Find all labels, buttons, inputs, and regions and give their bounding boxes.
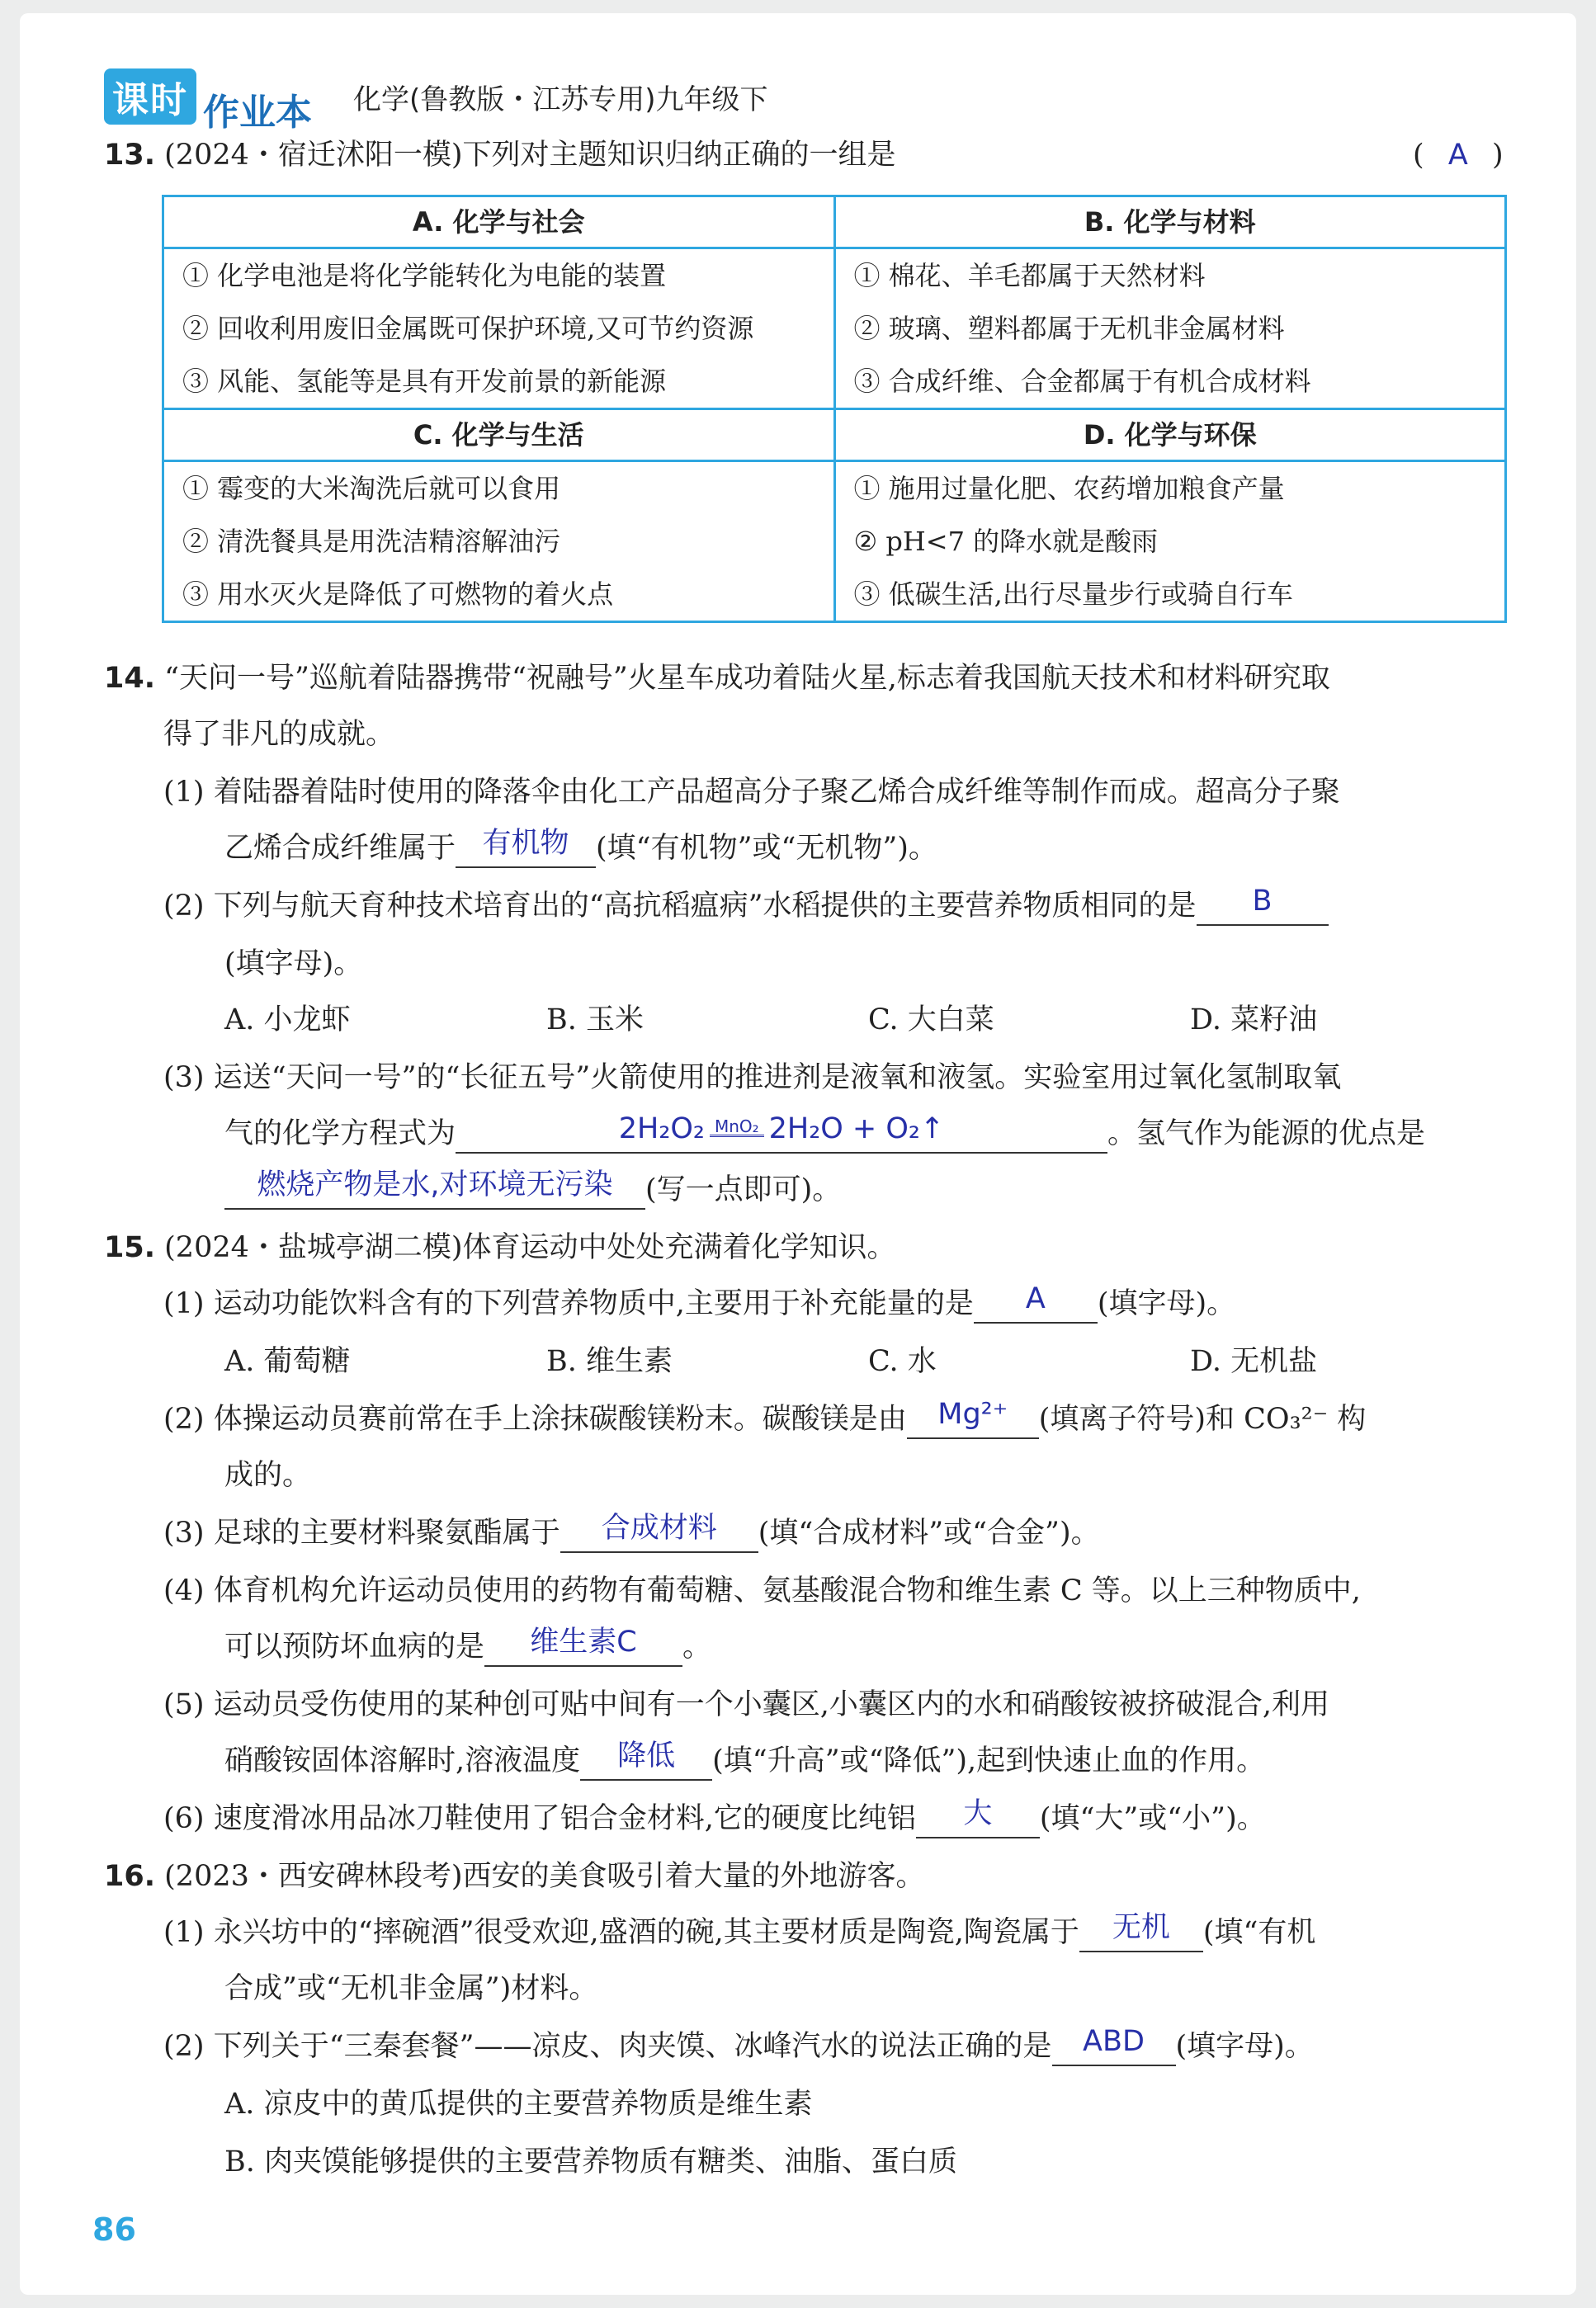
q14-p2-blank [1197,885,1329,926]
q15-p1-hint: (填字母)。 [1097,1287,1236,1320]
q15-p3-answer: 合成材料 [601,1512,717,1545]
q16-p2-answer: ABD [1083,2025,1145,2058]
q15-p5-line2 [224,1739,1266,1781]
q16-p1-line2: 合成”或“无机非金属”)材料。 [224,1972,598,2005]
q14-p2-options [224,1002,1512,1038]
q15-p3-line [163,1512,1100,1553]
q14-stem-line [104,660,1330,696]
q15-p5-line1: (5) 运动员受伤使用的某种创可贴中间有一个小囊区,小囊区内的水和硝酸铵被挤破混合,利用 [163,1688,1329,1721]
q15-p5-blank [580,1739,712,1781]
q13-stem: (2024・宿迁沭阳一模)下列对主题知识归纳正确的一组是 [164,139,896,172]
q13-stem-line [104,137,896,173]
q14-p3-line2 [224,1112,1426,1154]
q14-p3-hint: (写一点即可)。 [645,1173,842,1206]
option-a-item: ③ 风能、氢能等是具有开发前景的新能源 [182,366,667,397]
q15-p5-hint: (填“升高”或“降低”),起到快速止血的作用。 [712,1744,1266,1777]
option-b-title: B. 化学与材料 [834,196,1506,248]
option-c-item: ① 霉变的大米淘洗后就可以食用 [182,473,561,504]
option-a-body [163,248,835,409]
q14-option: B. 玉米 [546,1003,644,1036]
q15-p1-line [163,1282,1236,1324]
q15-option: D. 无机盐 [1190,1345,1318,1378]
equation-condition: MnO₂ [710,1118,764,1137]
q15-p2-line2: 成的。 [224,1459,312,1492]
option-a-title: A. 化学与社会 [163,196,835,248]
q14-p3-answer-2: 燃烧产物是水,对环境无污染 [257,1168,613,1201]
q16-p2-line [163,2025,1314,2066]
option-c-item: ② 清洗餐具是用洗洁精溶解油污 [182,526,561,557]
q14-p2-answer: B [1252,885,1273,918]
q16-p1-answer: 无机 [1112,1911,1170,1944]
q15-p3-blank [560,1512,758,1553]
q14-p1-hint: (填“有机物”或“无机物”)。 [596,832,937,865]
q15-p5-answer: 降低 [617,1739,676,1772]
option-a-item: ② 回收利用废旧金属既可保护环境,又可节约资源 [182,313,754,344]
q14-p1-blank [456,827,596,868]
paren-close: ) [1491,139,1504,172]
q16-p1-line1 [163,1911,1316,1952]
q15-p1-blank [974,1282,1098,1324]
q14-p1-line2 [224,827,937,868]
q14-option: A. 小龙虾 [224,1003,351,1036]
q14-p2-text: (2) 下列与航天育种技术培育出的“高抗稻瘟病”水稻提供的主要营养物质相同的是 [163,890,1197,923]
q15-p3-hint: (填“合成材料”或“合金”)。 [758,1517,1100,1550]
q15-option: A. 葡萄糖 [224,1345,351,1378]
q15-p2-text: (2) 体操运动员赛前常在手上涂抹碳酸镁粉末。碳酸镁是由 [163,1403,907,1436]
q16-p1-blank [1079,1911,1203,1952]
q15-p2-line1 [163,1398,1367,1439]
q14-p1-answer: 有机物 [482,827,569,860]
q14-option: C. 大白菜 [868,1003,994,1036]
q13-options-table [162,195,1507,623]
q16-p2-blank [1052,2025,1176,2066]
q14-stem-1: “天问一号”巡航着陆器携带“祝融号”火星车成功着陆火星,标志着我国航天技术和材料研究取 [164,662,1330,695]
q14-number: 14. [104,662,156,695]
q16-option-a: A. 凉皮中的黄瓜提供的主要营养物质是维生素 [224,2088,813,2121]
option-c-title: C. 化学与生活 [163,409,835,461]
q15-p6-line [163,1797,1266,1838]
q15-p1-answer: A [1025,1282,1046,1315]
book-subtitle: 化学(鲁教版・江苏专用)九年级下 [353,83,768,116]
option-b-body [834,248,1506,409]
chemical-equation [619,1111,945,1147]
q15-p4-line2 [224,1626,712,1667]
q16-p2-hint: (填字母)。 [1175,2030,1314,2063]
option-a-item: ① 化学电池是将化学能转化为电能的装置 [182,260,667,291]
q14-p3-line1: (3) 运送“天问一号”的“长征五号”火箭使用的推进剂是液氧和液氢。实验室用过氧化氢制取氧 [163,1061,1342,1094]
option-c-item: ③ 用水灭火是降低了可燃物的着火点 [182,578,614,610]
option-b-item: ① 棉花、羊毛都属于天然材料 [853,260,1206,291]
equation-right: 2H₂O + O₂↑ [768,1112,945,1145]
q13-number: 13. [104,139,156,172]
q15-stem-line [104,1230,896,1266]
option-b-item: ③ 合成纤维、合金都属于有机合成材料 [853,366,1311,397]
q14-p1-text: 乙烯合成纤维属于 [224,832,456,865]
q15-option: C. 水 [868,1345,937,1378]
option-d-title: D. 化学与环保 [834,409,1506,461]
q15-number: 15. [104,1231,156,1264]
q15-p6-blank [916,1797,1040,1838]
q14-stem-2: 得了非凡的成就。 [163,718,395,751]
q15-stem: (2024・盐城亭湖二模)体育运动中处处充满着化学知识。 [164,1231,896,1264]
q15-p2-hint: (填离子符号)和 CO₃²⁻ 构 [1038,1403,1367,1436]
q15-p2-blank [907,1398,1039,1439]
q14-p2-line1 [163,885,1329,926]
q15-p6-hint: (填“大”或“小”)。 [1039,1802,1266,1835]
q13-answer-paren [1413,137,1504,173]
option-b-item: ② 玻璃、塑料都属于无机非金属材料 [853,313,1285,344]
equation-left: 2H₂O₂ [618,1112,705,1145]
q16-p1-hint: (填“有机 [1202,1916,1316,1949]
logo-text: 作业本 [203,91,312,134]
q15-p4-line1: (4) 体育机构允许运动员使用的药物有葡萄糖、氨基酸混合物和维生素 C 等。以上三种物质中, [163,1574,1361,1607]
q15-p1-text: (1) 运动功能饮料含有的下列营养物质中,主要用于补充能量的是 [163,1287,974,1320]
q15-p6-text: (6) 速度滑冰用品冰刀鞋使用了铝合金材料,它的硬度比纯铝 [163,1802,916,1835]
q15-p5-text: 硝酸铵固体溶解时,溶液温度 [224,1744,581,1777]
q14-p3-equation-blank [456,1112,1107,1154]
q16-p1-text: (1) 永兴坊中的“摔碗酒”很受欢迎,盛酒的碗,其主要材质是陶瓷,陶瓷属于 [163,1916,1079,1949]
q14-p3-line3 [224,1168,842,1210]
q15-p3-text: (3) 足球的主要材料聚氨酯属于 [163,1517,560,1550]
option-d-item: ② pH<7 的降水就是酸雨 [853,526,1159,557]
q15-option: B. 维生素 [546,1345,673,1378]
q14-p3-text: 气的化学方程式为 [224,1117,456,1150]
q16-option-b: B. 肉夹馍能够提供的主要营养物质有糖类、油脂、蛋白质 [224,2145,957,2178]
page-number: 86 [92,2211,136,2248]
q14-p2-hint: (填字母)。 [224,947,363,980]
q15-p4-blank [484,1626,682,1667]
q16-number: 16. [104,1860,156,1893]
q15-p1-options [224,1343,1512,1380]
option-c-body [163,461,835,622]
q15-p4-answer: 维生素C [530,1626,637,1659]
q16-stem-line [104,1858,925,1895]
brand-logo [104,68,312,135]
logo-badge: 课时 [104,68,196,125]
q14-p3-text-2: 。氢气作为能源的优点是 [1107,1117,1426,1150]
option-d-item: ① 施用过量化肥、农药增加粮食产量 [853,473,1285,504]
q14-option: D. 菜籽油 [1190,1003,1318,1036]
q14-p1-line1: (1) 着陆器着陆时使用的降落伞由化工产品超高分子聚乙烯合成纤维等制作而成。超高分子聚 [163,776,1340,809]
q16-p2-text: (2) 下列关于“三秦套餐”——凉皮、肉夹馍、冰峰汽水的说法正确的是 [163,2030,1052,2063]
q15-p4-text: 可以预防坏血病的是 [224,1631,485,1664]
paren-open: ( [1413,139,1424,172]
option-d-item: ③ 低碳生活,出行尽量步行或骑自行车 [853,578,1293,610]
q14-p3-blank-2 [224,1168,645,1210]
q15-p6-answer: 大 [963,1797,993,1830]
option-d-body [834,461,1506,622]
q15-p4-end: 。 [682,1631,712,1664]
q13-answer: A [1447,139,1468,172]
q15-p2-answer: Mg²⁺ [937,1398,1008,1431]
q16-stem: (2023・西安碑林段考)西安的美食吸引着大量的外地游客。 [164,1860,925,1893]
